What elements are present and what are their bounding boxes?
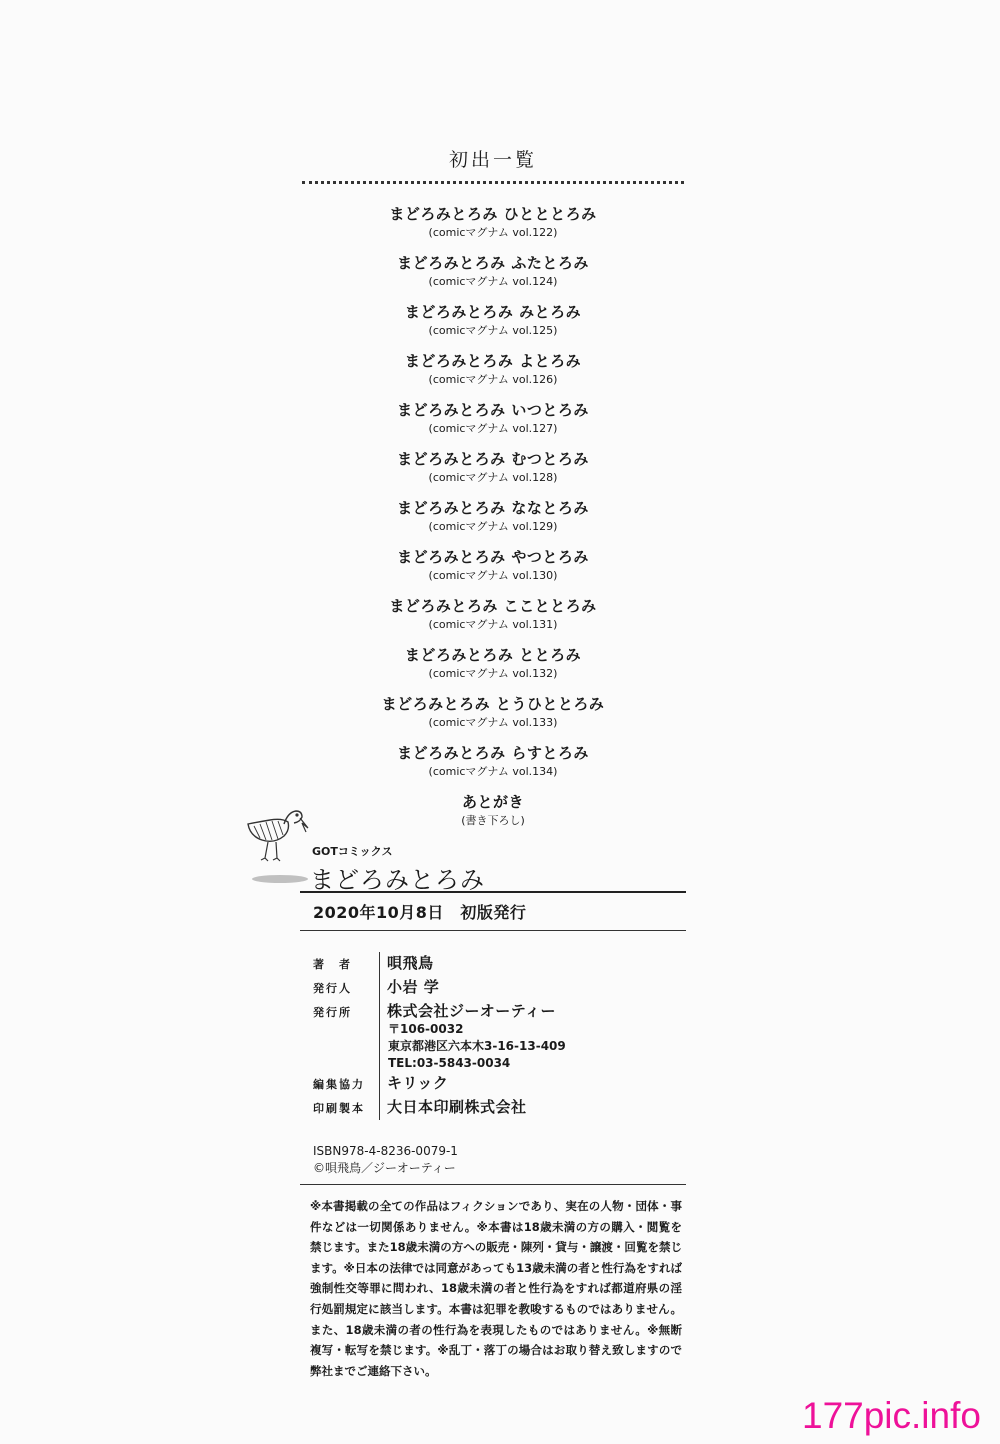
toc-entry (300, 252, 686, 301)
toc-entry-title: まどろみとろみ みとろみ (404, 303, 582, 321)
author-label: 著 者 (313, 958, 352, 971)
toc-entry (300, 693, 686, 742)
row-separator (379, 976, 380, 1000)
toc-entry (300, 497, 686, 546)
toc-entry-source: (comicマグナム vol.122) (428, 226, 558, 239)
printing-name: 大日本印刷株式会社 (387, 1098, 527, 1116)
toc-entry-title: まどろみとろみ ふたとろみ (397, 254, 589, 272)
row-separator (379, 1072, 380, 1096)
printing-label: 印刷製本 (313, 1102, 365, 1115)
editing-label: 編集協力 (313, 1078, 365, 1091)
toc-entry-source: (comicマグナム vol.132) (428, 667, 558, 680)
toc-entry-title: まどろみとろみ むつとろみ (397, 450, 589, 468)
toc-entry (300, 791, 686, 840)
postal-code: 〒106-0032 (388, 1022, 464, 1036)
colophon-table (313, 952, 683, 1120)
watermark: 177pic.info (802, 1395, 981, 1436)
toc-entry-source: (comicマグナム vol.124) (428, 275, 558, 288)
toc-entry-source: (comicマグナム vol.129) (428, 520, 558, 533)
copyright: ©唄飛鳥／ジーオーティー (313, 1161, 456, 1175)
author-row (313, 952, 683, 976)
publisher-label: 発行所 (313, 1006, 352, 1019)
toc-entry (300, 546, 686, 595)
isbn: ISBN978-4-8236-0079-1 (313, 1144, 458, 1158)
publisher-name: 株式会社ジーオーティー (387, 1002, 557, 1020)
publisher-tel: TEL:03-5843-0034 (388, 1056, 511, 1070)
row-separator (379, 1000, 380, 1072)
toc-entry-source: (comicマグナム vol.126) (428, 373, 558, 386)
row-separator (379, 1096, 380, 1120)
toc-entry (300, 301, 686, 350)
toc-entry-title: まどろみとろみ ひとととろみ (389, 205, 597, 223)
legal-rule (300, 1184, 686, 1185)
toc-entry-source: (comicマグナム vol.133) (428, 716, 558, 729)
toc-entry-source: (comicマグナム vol.127) (428, 422, 558, 435)
editing-name: キリック (387, 1074, 449, 1092)
series-label: GOTコミックス (312, 845, 393, 858)
toc-entry-title: まどろみとろみ らすとろみ (397, 744, 589, 762)
legal-notice: ※本書掲載の全ての作品はフィクションであり、実在の人物・団体・事件などは一切関係ありません。※本書は18歳未満の方の購入・閲覧を禁じます。また18歳未満の方への販売・陳列・貸与・譲渡・回覧を禁じます。※日本の法律では同意があっても13歳未満の者と性行為をすれば強制性交等罪に問われ、18歳未満の者と性行為をすれば都道府県の淫行処罰規定に該当します。本書は犯罪を教唆するものではありません。また、18歳未満の者の性行為を表現したものではありません。※無断複写・転写を禁じます。※乱丁・落丁の場合はお取り替え致しますので弊社までご連絡下さい。 (310, 1199, 682, 1378)
toc-entry (300, 742, 686, 791)
toc-entry-source: (comicマグナム vol.128) (428, 471, 558, 484)
toc-entry-title: まどろみとろみ ととろみ (404, 646, 582, 664)
publication-date: 2020年10月8日 初版発行 (313, 903, 527, 922)
toc-entry (300, 350, 686, 399)
toc-entry-title: まどろみとろみ とうひととろみ (381, 695, 605, 713)
publisher-person: 小岩 学 (387, 978, 440, 996)
toc-entry-title: あとがき (461, 793, 524, 811)
author-name: 唄飛鳥 (387, 954, 434, 972)
toc-list (300, 203, 686, 840)
toc-entry (300, 399, 686, 448)
publisher-person-label: 発行人 (313, 982, 352, 995)
toc-entry (300, 644, 686, 693)
toc-entry-title: まどろみとろみ ななとろみ (397, 499, 589, 517)
toc-entry-title: まどろみとろみ ここととろみ (389, 597, 597, 615)
toc-entry-source: (comicマグナム vol.134) (428, 765, 558, 778)
book-title: まどろみとろみ (310, 866, 485, 894)
toc-entry (300, 595, 686, 644)
toc-entry (300, 203, 686, 252)
toc-entry-source: (comicマグナム vol.125) (428, 324, 558, 337)
bird-illustration (240, 806, 320, 886)
publisher-person-row (313, 976, 683, 1000)
row-separator (379, 952, 380, 976)
date-rule (300, 930, 686, 931)
title-rule (300, 891, 686, 893)
isbn-block (313, 1143, 458, 1177)
printing-row (313, 1096, 683, 1120)
publisher-address: 東京都港区六本木3-16-13-409 (388, 1039, 566, 1053)
toc-entry (300, 448, 686, 497)
dotted-divider (302, 181, 684, 184)
editing-row (313, 1072, 683, 1096)
publisher-row (313, 1000, 683, 1072)
toc-entry-source: (comicマグナム vol.130) (428, 569, 558, 582)
toc-entry-title: まどろみとろみ やつとろみ (397, 548, 589, 566)
toc-entry-title: まどろみとろみ よとろみ (404, 352, 582, 370)
toc-entry-source: (書き下ろし) (461, 814, 525, 827)
toc-title: 初出一覧 (448, 149, 537, 171)
toc-entry-title: まどろみとろみ いつとろみ (397, 401, 589, 419)
toc-entry-source: (comicマグナム vol.131) (428, 618, 558, 631)
